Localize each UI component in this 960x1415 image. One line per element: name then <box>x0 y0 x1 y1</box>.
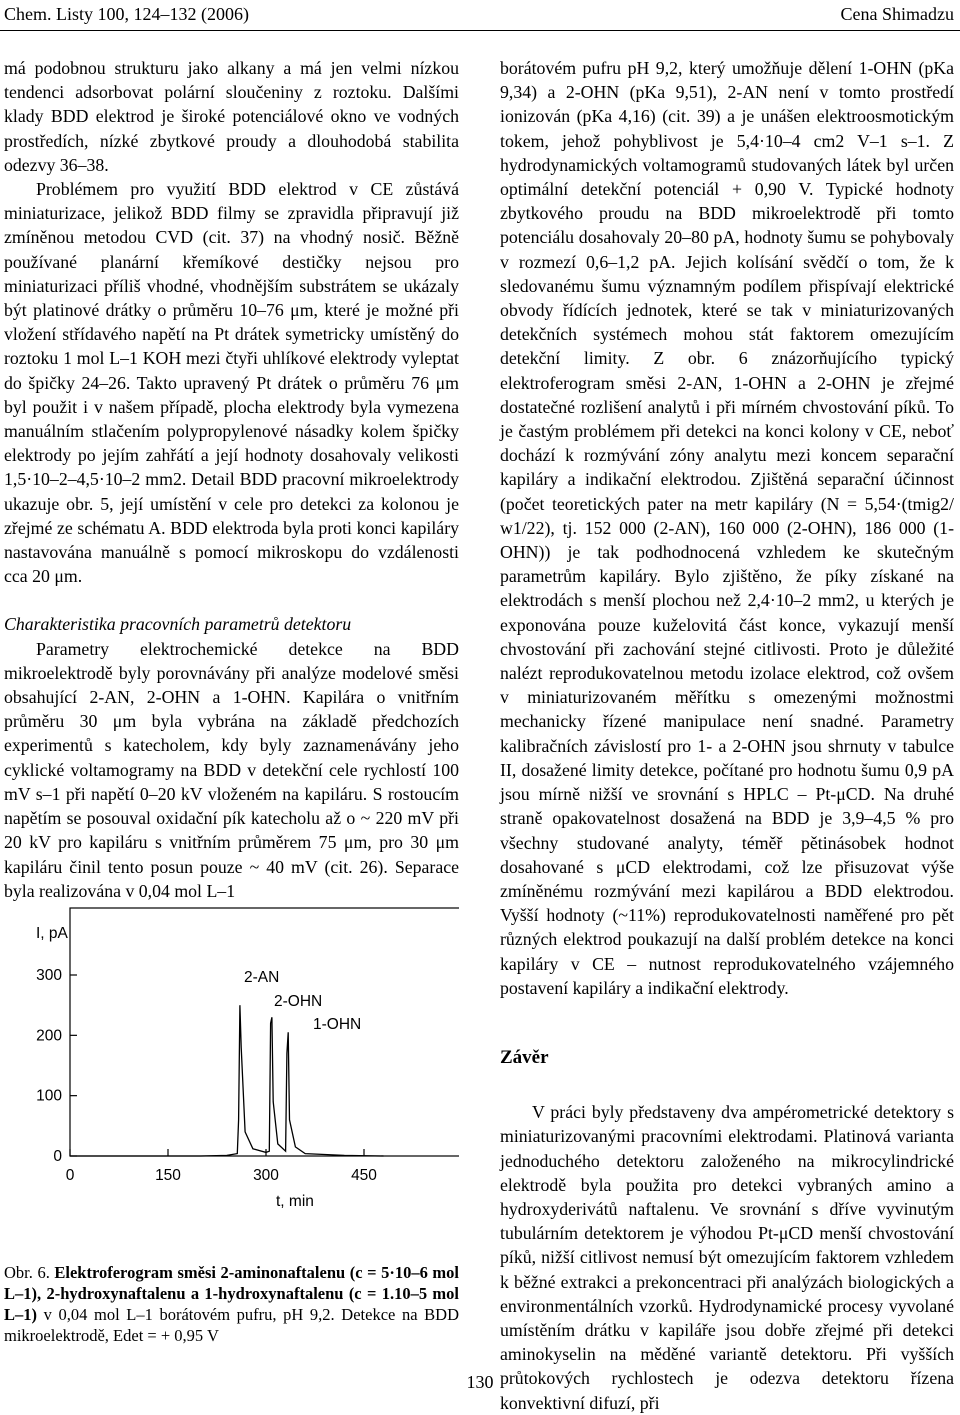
peak-label: 2-AN <box>244 969 280 986</box>
plot-frame <box>70 908 459 1156</box>
paragraph: Parametry elektrochemické detekce na BDD mikroelektrodě byly porovnávány při analýze modelové směsi obsahující 2-AN, 2-OHN a 1-OHN. Kapilára o vnitřním průměru 30 μm byla vybrána na základě předchozích experimentů s katecholem, kdy byly zaznamenávány jeho cyklické voltamogramy na BDD v detekční cele rychlostí 100 mV s–1 při napětí 0–20 kV vloženém na kapiláru. S rostoucím napětím se posouval oxidační pík katecholu až o ~ 220 mV při 20 kV pro kapiláru s vnitřním průměrem 75 μm, pro 30 μm kapiláru činil tento posun pouze ~ 40 mV (cit. 26). Separace byla realizována v 0,04 mol L–1 <box>4 638 459 901</box>
peak-label: 2-OHN <box>274 993 323 1010</box>
paragraph: borátovém pufru pH 9,2, který umožňuje dělení 1-OHN (pKa 9,34) a 2-OHN (pKa 9,51), 2-AN není v tomto prostředí ionizován (pKa 4,16) (cit. 39) a je unášen elektroosmotickým tokem, jehož pohyblivost je 5,4·10–4 cm2 V–1 s–1. Z hydrodynamických voltamogramů studovaných látek byl určen optimální detekční potenciál + 0,90 V. Typické hodnoty zbytkového proudu na BDD mikroelektrodě při tomto potenciálu dosahovaly 20–80 pA, hodnoty šumu se pohybovaly v rozmezí 0,6–1,2 pA. Jejich kolísání svědčí o tom, že k sledovanému šumu významným podílem přispívají elektrické obvody řídících jednotek, které se tak v miniaturizovaných detekčních systémech mohou stát faktorem omezujícím detekční limity. Z obr. 6 znázorňujícího typický elektroferogram směsi 2-AN, 1-OHN a 2-OHN je zřejmé dostatečné rozlišení analytů i při mírném chvostování píků. To je častým problémem při detekci na konci kolony v CE, neboť dochází k rozmývání zóny analytu mezi koncem separační kapiláry a indikační elektrodou. Zjištěná separační účinnost (počet teoretických pater na metr kapiláry (N = 5,54·(tmig2/ w1/22), tj. 152 000 (2-AN), 160 000 (2-OHN), 186 000 (1-OHN)) je tak podhodnocená vzhledem ke skutečným parametrům kapiláry. Bylo zjištěno, že píky získané na elektrodách s menší plochou než 2,4·10–2 mm2, u kterých je exponována pouze kuželovitá část konce, vykazují menší chvostování při zachování stejné citlivosti. Proto je důležité nalézt reprodukovatelnou metodu izolace elektrod, což ovšem v miniaturizovaném měřítku s omezenými možnostmi mechanicky řízené manipulace není snadné. Parametry kalibračních závislostí pro 1- a 2-OHN jsou shrnuty v tabulce II, dosažené limity detekce, počítané pro hodnotu šumu 0,9 pA jsou mírně nižší ve srovnání s HPLC – Pt-μCD. Na druhé straně opakovatelnost dosažená na BDD je 3,9–4,5 % pro všechny studované analyty, téměř pětinásobek hodnot dosahované s μCD elektrodami, což lze přisuzovat výše zmíněnému rozmývání mezi kapilárou a BDD elektrodou. Vyšší hodnoty (~11%) reprodukovatelnosti naměřené pro pět různých elektrod poukazují na další problém detekce na konci kapiláry v CE – nutnost reprodukovatelného vzájemného postavení kapiláry a indikační elektrody. <box>500 58 954 998</box>
paragraph: V práci byly představeny dva ampérometrické detektory s miniaturizovanými pracovními elektrodami. Platinová varianta jednoduchého detektoru založeného na mikrocylindrické elektrodě byla použita pro detekci vybraných amino a hydroxyderivátů naftalenu. Ve srovnání s dříve vyvinutým tubulárním detektorem je výhodou Pt-μCD menší chvostování píků, nižší citlivost nemusí být omezujícím faktorem vzhledem k běžné extrakci a prekoncentraci při analýzách biologických a environmentálních vzorků. Hydrodynamické procesy vyvolané umístěním drátku v kapiláře jsou dobře zřejmé při detekci aminokyselin na měděné variantě detektoru. Při vyšších průtokových rychlostech je odezva detektoru řízena konvektivní difuzí, při <box>500 1102 954 1413</box>
paragraph: Problémem pro využití BDD elektrod v CE zůstává miniaturizace, jelikož BDD filmy se zpravidla připravují již zmíněnou metodou CVD (cit. 37) na vhodný nosič. Běžně používané planární křemíkové destičky nejsou pro miniaturizaci příliš vhodné, vhodnějším substrátem se ukázaly být platinové drátky o průměru 10–76 μm, které je možné při vložení střídavého napětí na Pt drátek symetricky umístěný do roztoku 1 mol L–1 KOH mezi čtyři uhlíkové elektrody vyleptat do špičky 24–26. Takto upravený Pt drátek o průměru 76 μm byl použit i v našem případě, plocha elektrody byla vymezena manuálním stlačením polypropylenové násadky kolem špičky elektrody po jejím zahřátí a její hodnoty dosahovaly velikosti 1,5·10–2–4,5·10–2 mm2. Detail BDD pracovní mikroelektrody ukazuje obr. 5, její umístění v cele pro detekci za kolonou je zřejmé ze schématu A. BDD elektroda byla proti konci kapiláry nastavována manuálně s pomocí mikroskopu do vzdálenosti cca 20 μm. <box>4 179 459 587</box>
y-tick-label: 200 <box>36 1027 62 1045</box>
caption-label: Obr. 6. <box>4 1263 50 1282</box>
y-tick-label: 100 <box>36 1087 62 1105</box>
peak-label: 1-OHN <box>313 1016 362 1033</box>
figure-caption <box>4 1262 459 1346</box>
section-title: Závěr <box>500 1046 549 1068</box>
x-axis-label: t, min <box>276 1193 314 1210</box>
page-number: 130 <box>466 1372 494 1392</box>
electropherogram-chart <box>4 880 459 1255</box>
x-tick-label: 450 <box>351 1167 377 1184</box>
x-tick-label: 150 <box>155 1167 181 1184</box>
right-column <box>500 56 954 1415</box>
caption-bold: Elektroferogram směsi 2-aminonaftalenu (c = 5·10–6 mol L–1), 2-hydroxynaftalenu a 1-hydroxynaftalenu (c = 1.10–5 mol L–1) <box>4 1263 459 1324</box>
y-tick-label: 0 <box>53 1148 62 1165</box>
caption-rest: v 0,04 mol L–1 borátovém pufru, pH 9,2. Detekce na BDD mikroelektrodě, Edet = + 0,95 V <box>4 1305 459 1345</box>
x-tick-label: 300 <box>253 1167 279 1184</box>
journal-header: Chem. Listy 100, 124–132 (2006) <box>4 4 249 24</box>
left-column <box>4 56 459 903</box>
section-header: Cena Shimadzu <box>840 4 954 24</box>
y-tick-label: 300 <box>36 967 62 984</box>
section-title: Charakteristika pracovních parametrů detektoru <box>4 614 352 635</box>
header-rule <box>0 30 960 31</box>
y-axis-label: I, pA <box>36 925 68 942</box>
paragraph: má podobnou strukturu jako alkany a má jen velmi nízkou tendenci adsorbovat polární sloučeniny z roztoku. Dalšími klady BDD elektrod je široké potenciálové okno ve vodných prostředích, nízké zbytkové proudy a dlouhodobá stabilita odezvy 36–38. <box>4 58 459 175</box>
electropherogram-figure <box>4 880 459 1255</box>
x-tick-label: 0 <box>65 1167 75 1184</box>
